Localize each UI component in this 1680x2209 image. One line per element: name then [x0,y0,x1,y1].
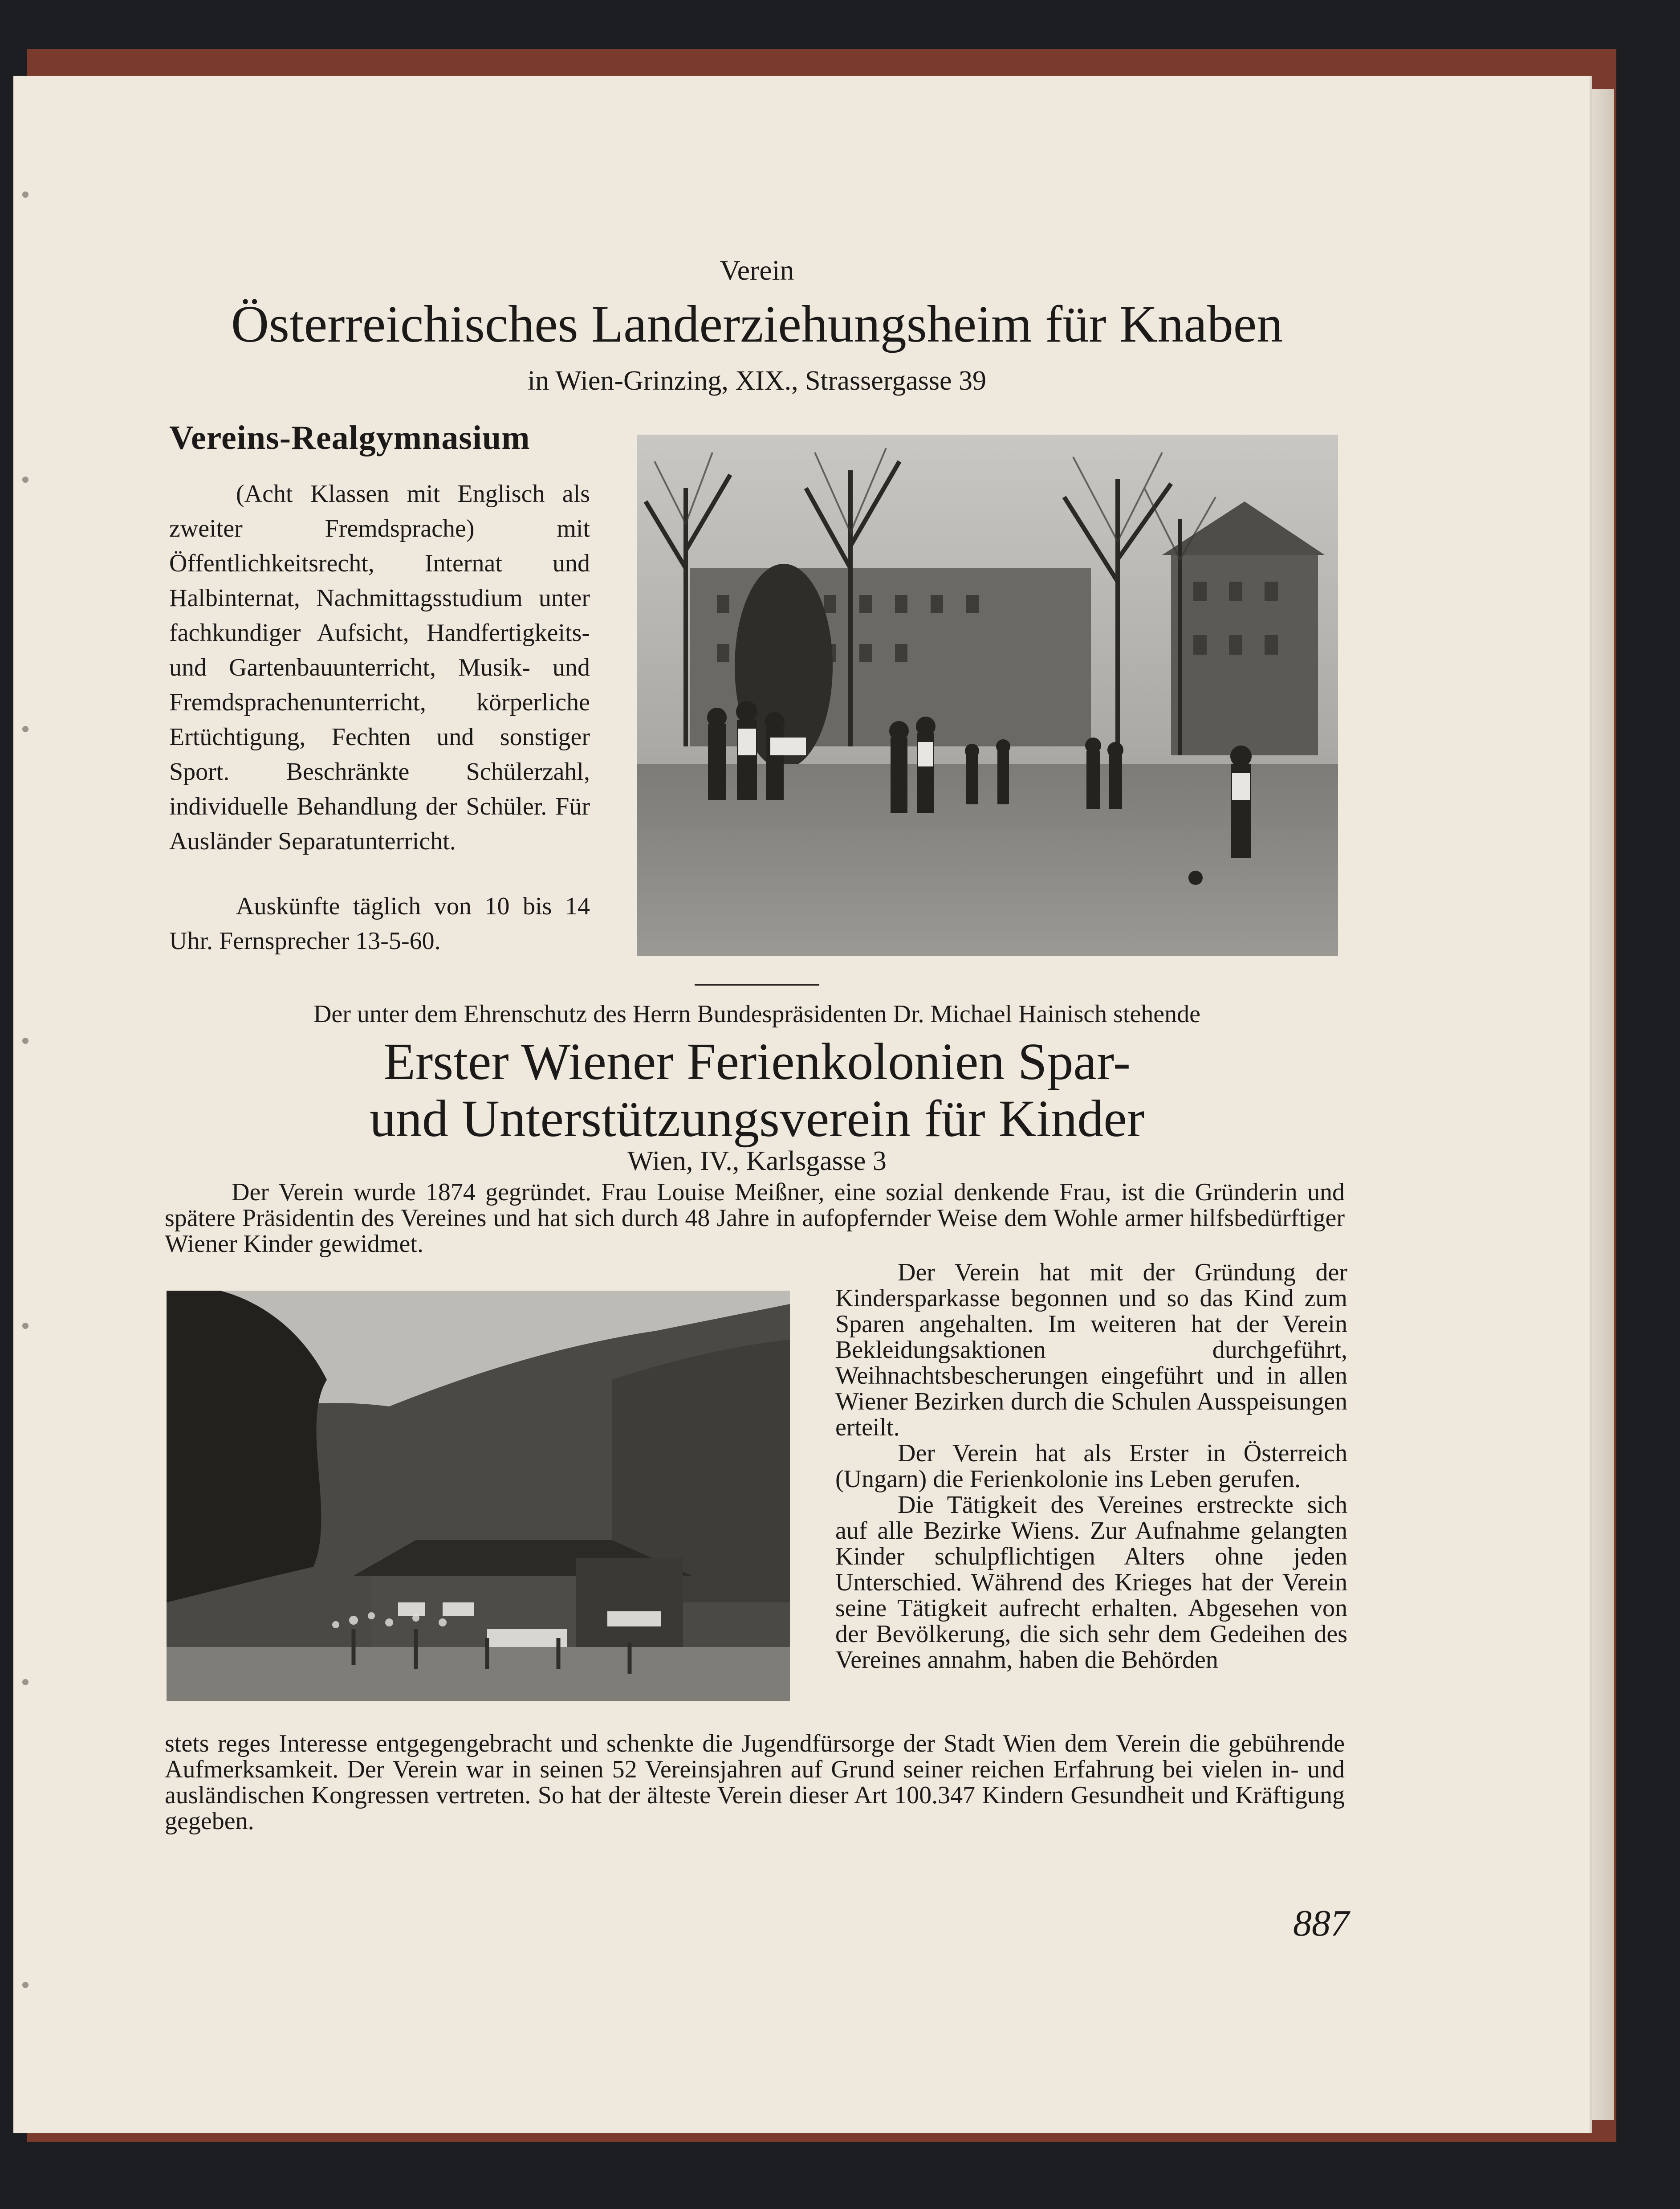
binding-stitch [22,192,28,198]
history-paragraph-1: Der Verein hat mit der Gründung der Kindersparkasse begonnen und so das Kind zum Sparen angehalten. Im weiteren hat der Verein Bekleidungsaktionen durchgeführt, Weihnachtsbescherungen eingeführt und in allen Wiener Bezirken durch die Schulen Ausspeisungen erteilt. [835,1259,1347,1441]
schoolyard-photo [637,435,1338,956]
binding-stitch [22,726,28,732]
history-paragraph-2: Der Verein hat als Erster in Österreich (Ungarn) die Ferienkolonie ins Leben gerufen. [835,1439,1347,1493]
section1-title: Österreichisches Landerziehungsheim für Knaben [231,295,1283,353]
binding-stitch [22,477,28,483]
schoolyard-football-icon [637,435,1338,956]
section2-title-line2: und Unterstützungsverein für Kinder [369,1089,1145,1148]
section2-address: Wien, IV., Karlsgasse 3 [627,1146,887,1176]
binding-stitch [22,1679,28,1685]
patron-line: Der unter dem Ehrenschutz des Herrn Bundespräsidenten Dr. Michael Hainisch stehende [313,1000,1201,1028]
chalet-photo [167,1291,790,1701]
page-number: 887 [1293,1903,1349,1944]
association-intro: Der Verein wurde 1874 gegründet. Frau Louise Meißner, eine sozial denkende Frau, ist die Gründerin und spätere Präsidentin des Vereines und hat sich durch 48 Jahre in aufopfernder Weise dem Wohle armer hilfsbedürftiger Wiener Kinder gewidmet. [165,1178,1345,1258]
association-closing: stets reges Interesse entgegengebracht und schenkte die Jugendfürsorge der Stadt Wien dem Verein die gebührende Aufmerksamkeit. Der Verein war in seinen 52 Vereinsjahren auf Grund seiner reichen Erfahrung bei vielen in- und ausländischen Kongressen vertreten. So hat der älteste Verein dieser Art 100.347 Kindern Gesundheit und Kräftigung gegeben. [165,1730,1345,1835]
association-history [835,1259,1347,1673]
section2-title-line1: Erster Wiener Ferienkolonien Spar- [383,1032,1131,1091]
chalet-forest-icon [167,1291,790,1701]
binding-stitch [22,1982,28,1988]
binding-stitch [22,1323,28,1329]
section1-address: in Wien-Grinzing, XIX., Strassergasse 39 [527,366,987,396]
school-title: Vereins-Realgymnasium [169,419,530,456]
school-description: (Acht Klassen mit Englisch als zweiter Fremdsprache) mit Öffentlichkeitsrecht, Internat und Halbinternat, Nachmittagsstudium unter fachkundiger Aufsicht, Handfertigkeits- und Gartenbauunterricht, Musik- und Fremdsprachenunterricht, körperliche Ertüchtigung, Fechten und sonstiger Sport. Beschränkte Schülerzahl, individuelle Behandlung der Schüler. Für Ausländer Separatunterricht. [169,480,590,855]
section2-title [276,1033,1238,1147]
page-edge [1590,89,1614,2120]
section-divider [695,984,819,986]
school-contact: Auskünfte täglich von 10 bis 14 Uhr. Fernsprecher 13-5-60. [169,893,590,955]
section1-kicker: Verein [720,254,794,286]
binding-stitch [22,1038,28,1044]
history-paragraph-3: Die Tätigkeit des Vereines erstreckte sich auf alle Bezirke Wiens. Zur Aufnahme gelangten Kinder schulpflichtigen Alters ohne jeden Unterschied. Während des Krieges hat der Verein seine Tätigkeit aufrecht erhalten. Abgesehen von der Bevölkerung, die sich sehr dem Gedeihen des Vereines annahm, haben die Behörden [835,1491,1347,1674]
